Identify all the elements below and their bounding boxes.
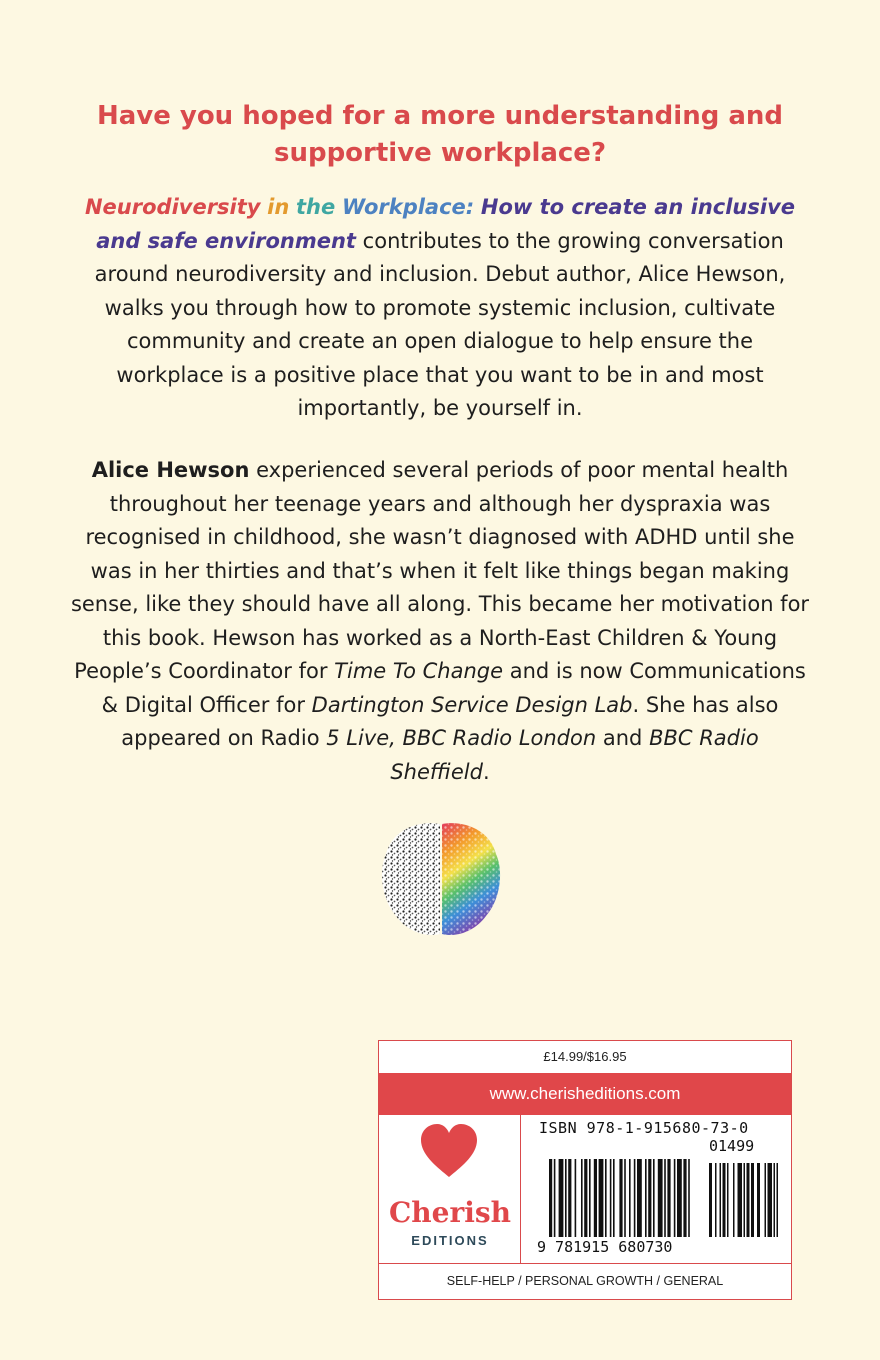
- bio-org-1: Time To Change: [334, 659, 504, 683]
- blurb-body: contributes to the growing conversation around neurodiversity and inclusion. Debut author, Alice Hewson, walks you through how to promote systemic inclusion, cultivate community and create an open dialogue to help ensure the workplace is a positive place that you want to be in and most importantly, be yourself in.: [94, 228, 786, 420]
- bio-text-1: experienced several periods of poor mental health throughout her teenage years and although her dyspraxia was recognised in childhood, she wasn’t diagnosed with ADHD until she was in her thirties and that’s when it felt like things began making sense, like they should have all along. This became her motivation for this book. Hewson has worked as a North-East Children & Young People’s Coordinator for: [70, 458, 810, 683]
- title-word-3: the: [296, 195, 336, 219]
- bio-org-2: Dartington Service Design Lab: [311, 692, 633, 717]
- publisher-logo: [379, 1115, 521, 1263]
- title-word-2: in: [267, 195, 290, 219]
- brain-icon: [378, 820, 504, 940]
- barcode-box: [378, 1040, 792, 1300]
- bio-text-3: . She has also appeared on Radio: [121, 692, 779, 750]
- addon-number: 01499: [709, 1137, 755, 1155]
- bio-paragraph: [70, 454, 810, 789]
- bio-media-1: 5 Live, BBC Radio London: [326, 726, 597, 750]
- heart-icon: [419, 1123, 479, 1179]
- bio-text-5: .: [482, 759, 490, 784]
- barcode-icon: [549, 1159, 779, 1239]
- bio-media-2: BBC Radio Sheffield: [390, 726, 759, 784]
- bio-text-4: and: [602, 726, 643, 750]
- headline: Have you hoped for a more understanding and supportive workplace?: [96, 101, 784, 168]
- isbn-text: ISBN 978-1-915680-73-0: [539, 1119, 749, 1137]
- brand-name: Cherish: [389, 1196, 511, 1229]
- ean-number: 9 781915 680730: [537, 1238, 673, 1256]
- author-name: Alice Hewson: [91, 458, 250, 482]
- website-link[interactable]: www.cherisheditions.com: [379, 1073, 791, 1115]
- price: £14.99/$16.95: [543, 1049, 627, 1064]
- subtitle: How to create an inclusive and safe environment: [96, 195, 795, 253]
- title-word-4: Workplace:: [341, 195, 475, 219]
- blurb-paragraph: [70, 191, 810, 426]
- bio-text-2: and is now Communications & Digital Officer for: [101, 659, 806, 717]
- category: SELF-HELP / PERSONAL GROWTH / GENERAL: [379, 1263, 791, 1299]
- brand-subtitle: EDITIONS: [411, 1233, 489, 1248]
- title-word-1: Neurodiversity: [84, 195, 261, 219]
